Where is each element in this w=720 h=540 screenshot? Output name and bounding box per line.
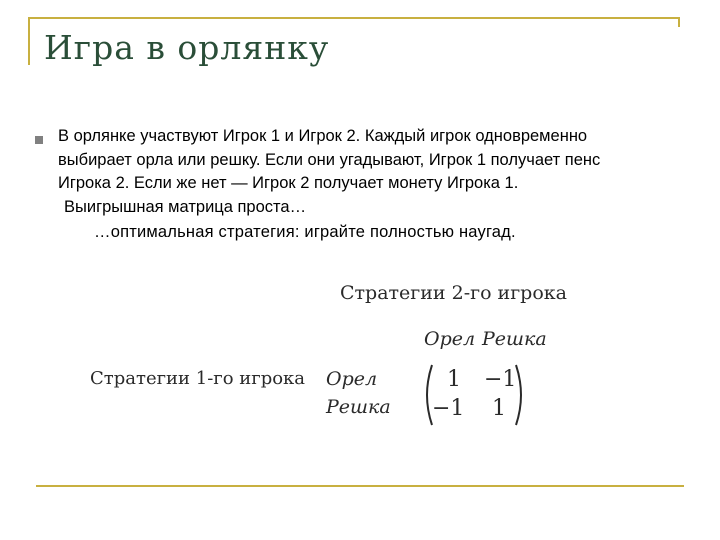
row-label-tails: Решка	[326, 396, 391, 418]
matrix-cell-1-1: 1	[447, 367, 461, 392]
matrix-cell-1-2: −1	[484, 367, 517, 392]
player1-strategies-label: Стратегии 1-го игрока	[90, 368, 306, 389]
matrix-cell-2-2: 1	[492, 396, 506, 421]
frame-left-line	[28, 17, 30, 65]
slide-title: Игра в орлянку	[44, 28, 330, 67]
frame-bottom-line	[36, 485, 684, 487]
matrix-intro-line: Выигрышная матрица проста…	[64, 198, 307, 216]
player2-strategies-label: Стратегии 2-го игрока	[340, 282, 567, 304]
bullet-square-icon	[35, 136, 43, 144]
bullet-paragraph: В орлянке участвуют Игрок 1 и Игрок 2. Каждый игрок одновременно выбирает орла или решку. Если они угадывают, Игрок 1 получает пенс Игрока 2. Если же нет — Игрок 2 получает монету Игрока 1.	[58, 127, 601, 192]
frame-top-right-tick	[678, 17, 680, 27]
row-label-heads: Орел	[326, 368, 378, 390]
strategy-line: …оптимальная стратегия: играйте полностью наугад.	[94, 223, 516, 241]
column-label-tails: Решка	[482, 328, 547, 350]
matrix-cell-2-1: −1	[432, 396, 465, 421]
frame-top-line	[28, 17, 680, 19]
column-label-heads: Орел	[424, 328, 476, 350]
